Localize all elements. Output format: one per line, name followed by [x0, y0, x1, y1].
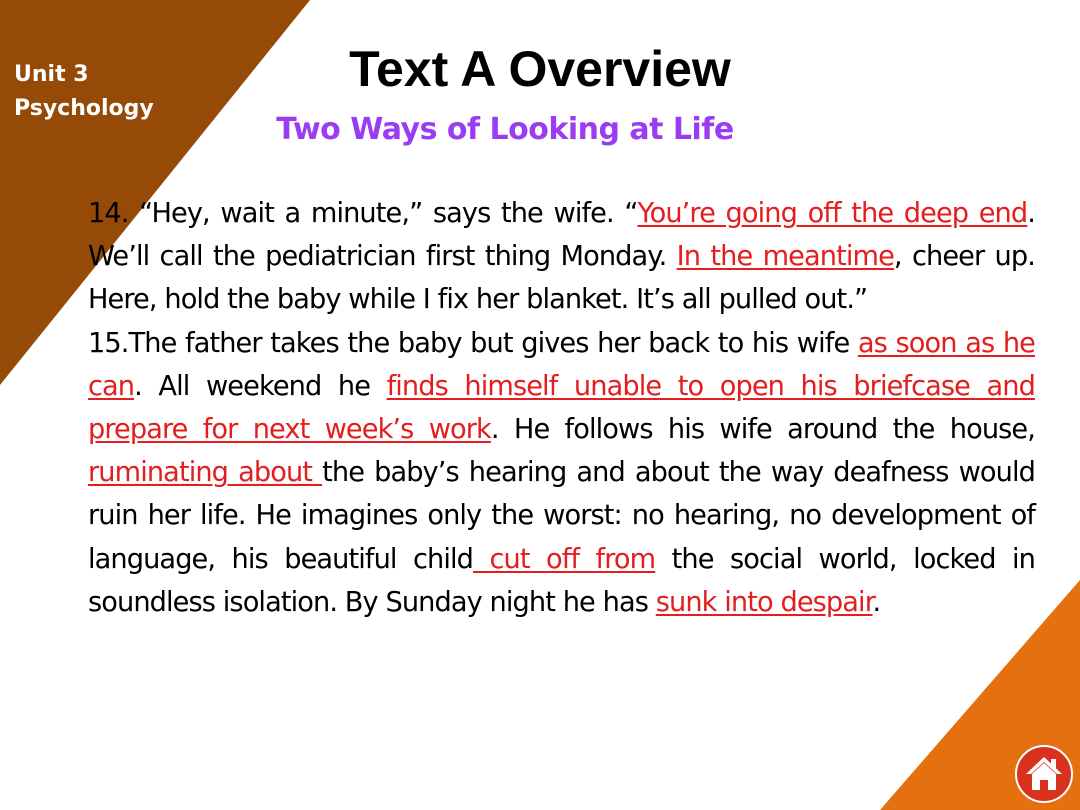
unit-topic: Psychology: [14, 96, 154, 121]
text-segment: 15.The father takes the baby but gives her back to his wife: [88, 327, 858, 359]
text-segment: . We’ll call the pediatrician first thing Monday.: [88, 198, 1036, 273]
highlighted-phrase: sunk into despair: [655, 586, 873, 618]
highlighted-phrase: In the meantime: [676, 241, 894, 273]
page-subtitle: Two Ways of Looking at Life: [276, 112, 734, 147]
text-segment: , cheer up. Here, hold the baby while I fix her blanket. It’s all pulled out.”: [88, 241, 1035, 316]
highlighted-phrase: cut off from: [473, 543, 656, 575]
highlighted-phrase: ruminating about: [88, 457, 323, 489]
paragraph-15: [88, 322, 1035, 624]
text-segment: . He follows his wife around the house,: [490, 414, 1035, 446]
highlighted-phrase: as soon as he can: [88, 327, 1036, 402]
text-segment: .: [872, 586, 881, 618]
home-button[interactable]: [1014, 744, 1074, 804]
page-title: Text A Overview: [349, 41, 731, 97]
highlighted-phrase: You’re going off the deep end: [637, 198, 1028, 229]
passage-text: [88, 192, 1035, 624]
unit-label: [14, 58, 154, 126]
paragraph-14: [88, 192, 1035, 322]
text-segment: the social world, locked in soundless isolation. By Sunday night he has: [88, 543, 1035, 618]
unit-number: Unit 3: [14, 62, 89, 87]
text-segment: 14. “Hey, wait a minute,” says the wife. “: [88, 198, 638, 229]
highlighted-phrase: finds himself unable to open his briefcase and prepare for next week’s work: [88, 370, 1035, 446]
text-segment: . All weekend he: [134, 370, 387, 402]
text-segment: the baby’s hearing and about the way deafness would ruin her life. He imagines only the worst: no hearing, no development of language, his beautiful child: [88, 457, 1035, 575]
home-icon: [1014, 744, 1074, 804]
